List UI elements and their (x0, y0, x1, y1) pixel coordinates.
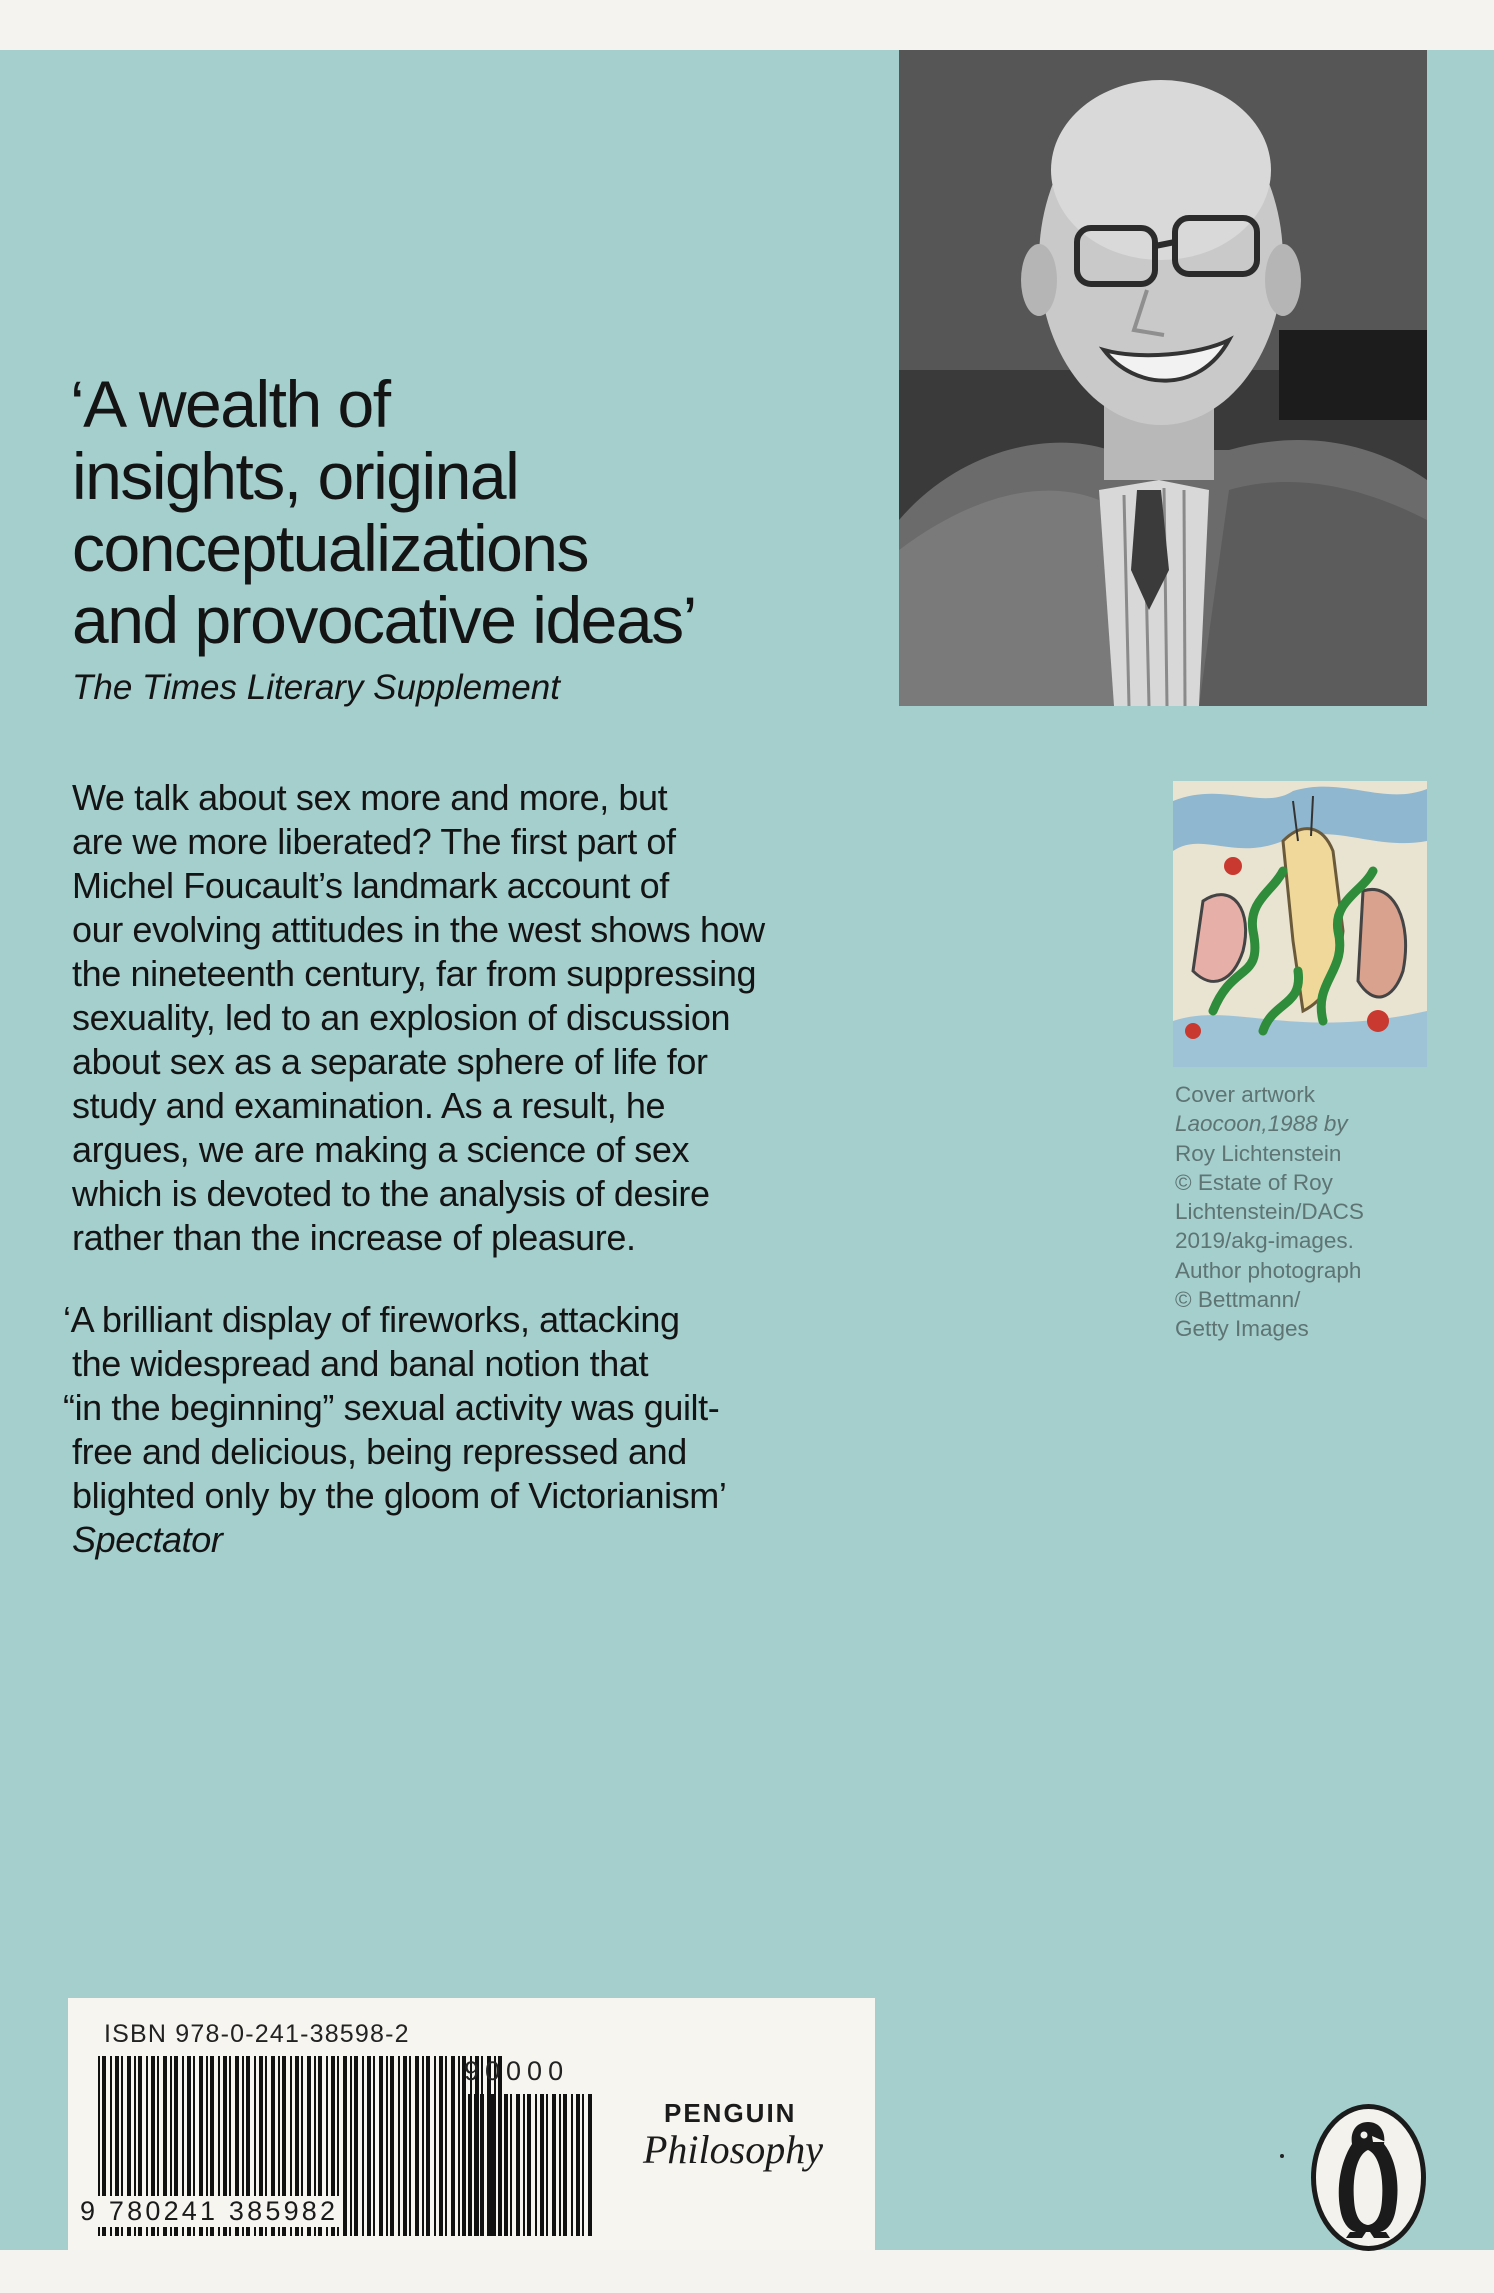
barcode-bar (379, 2056, 383, 2236)
barcode-bar (499, 2094, 501, 2236)
credit-line: Laocoon,1988 by (1175, 1111, 1348, 1137)
credit-line: Roy Lichtenstein (1175, 1140, 1342, 1166)
description-line: our evolving attitudes in the west shows how (72, 909, 765, 950)
penguin-logo-icon (1310, 2104, 1427, 2251)
review-quote-secondary (63, 1298, 883, 1562)
headline-line: ‘A wealth of (70, 367, 390, 441)
description-line: We talk about sex more and more, but (72, 777, 668, 818)
description-line: are we more liberated? The first part of (72, 821, 676, 862)
barcode-bar (458, 2056, 460, 2236)
artwork-illustration (1173, 781, 1427, 1067)
credit-line: Getty Images (1175, 1316, 1309, 1342)
barcode-bar (523, 2094, 525, 2236)
barcode-bar (516, 2094, 520, 2236)
publisher-name: PENGUIN (664, 2098, 797, 2128)
barcode-bar (403, 2056, 407, 2236)
barcode-bar (422, 2056, 424, 2236)
barcode-bar (540, 2094, 544, 2236)
barcode-bar (510, 2094, 512, 2236)
barcode-bar (415, 2056, 419, 2236)
barcode-bar (451, 2056, 455, 2236)
description-line: sexuality, led to an explosion of discussion (72, 997, 731, 1038)
cover-credits (1175, 1080, 1435, 1344)
barcode-bar (445, 2056, 447, 2236)
headline-line: conceptualizations (72, 511, 589, 585)
barcode-bar (362, 2056, 364, 2236)
barcode-bar (504, 2094, 508, 2236)
description-line: the nineteenth century, far from suppressing (72, 953, 757, 994)
description-line: Michel Foucault’s landmark account of (72, 865, 669, 906)
credit-line: Lichtenstein/DACS (1175, 1199, 1364, 1225)
print-mark (1280, 2154, 1284, 2158)
review-quote-headline (70, 368, 696, 656)
barcode-bar (491, 2094, 495, 2236)
barcode-bar (535, 2094, 537, 2236)
description-line: about sex as a separate sphere of life for (72, 1041, 708, 1082)
price-code: 90000 (464, 2056, 570, 2086)
headline-line: insights, original (72, 439, 519, 513)
barcode-bar (434, 2056, 436, 2236)
back-cover (0, 50, 1494, 2250)
barcode-bar (439, 2056, 443, 2236)
barcode-bar (487, 2094, 489, 2236)
barcode-bar (546, 2094, 548, 2236)
quote-line: the widespread and banal notion that (72, 1343, 649, 1384)
price-barcode (464, 2094, 594, 2236)
quote-line: blighted only by the gloom of Victorianism’ (72, 1475, 727, 1516)
barcode-bar (563, 2094, 567, 2236)
barcode-bar (552, 2094, 556, 2236)
barcode-bar (350, 2056, 352, 2236)
barcode-panel (68, 1998, 875, 2250)
barcode-bar (398, 2056, 400, 2236)
description-line: which is devoted to the analysis of desire (72, 1173, 710, 1214)
cover-artwork-thumbnail (1173, 781, 1427, 1067)
quote-line: “in the beginning” sexual activity was guilt- (63, 1387, 720, 1428)
description-line: study and examination. As a result, he (72, 1085, 666, 1126)
credit-line: Cover artwork (1175, 1082, 1316, 1107)
series-name: Philosophy (643, 2127, 823, 2172)
author-photograph (899, 50, 1427, 706)
description-line: rather than the increase of pleasure. (72, 1217, 636, 1258)
barcode-bar (373, 2056, 375, 2236)
book-description (72, 776, 872, 1260)
barcode-bar (367, 2056, 371, 2236)
credit-line: 2019/akg-images. (1175, 1228, 1354, 1254)
barcode-bar (576, 2094, 580, 2236)
isbn-label: ISBN 978-0-241-38598-2 (104, 2020, 410, 2048)
author-photo-illustration (899, 50, 1427, 706)
credit-line: © Bettmann/ (1175, 1287, 1301, 1313)
barcode-bar (571, 2094, 573, 2236)
barcode-bar (354, 2056, 358, 2236)
credit-line: © Estate of Roy (1175, 1169, 1333, 1195)
barcode-bar (409, 2056, 411, 2236)
quote-line: free and delicious, being repressed and (72, 1431, 687, 1472)
headline-line: and provocative ideas’ (72, 583, 696, 657)
barcode-bar (480, 2094, 484, 2236)
barcode-bar (527, 2094, 531, 2236)
barcode-bar (426, 2056, 430, 2236)
barcode-bar (386, 2056, 388, 2236)
description-line: argues, we are making a science of sex (72, 1129, 690, 1170)
headline-quote-source: The Times Literary Supplement (72, 668, 560, 707)
barcode-bar (559, 2094, 561, 2236)
quote-line: ‘A brilliant display of fireworks, attacking (63, 1299, 680, 1340)
barcode-bar (474, 2094, 476, 2236)
barcode-bar (343, 2056, 347, 2236)
barcode-number: 9 780241 385982 (76, 2196, 342, 2227)
barcode-bar (582, 2094, 584, 2236)
quote-source: Spectator (72, 1519, 223, 1560)
barcode-bar (468, 2094, 472, 2236)
barcode-bar (390, 2056, 394, 2236)
credit-line: Author photograph (1175, 1257, 1362, 1283)
barcode-bar (588, 2094, 592, 2236)
